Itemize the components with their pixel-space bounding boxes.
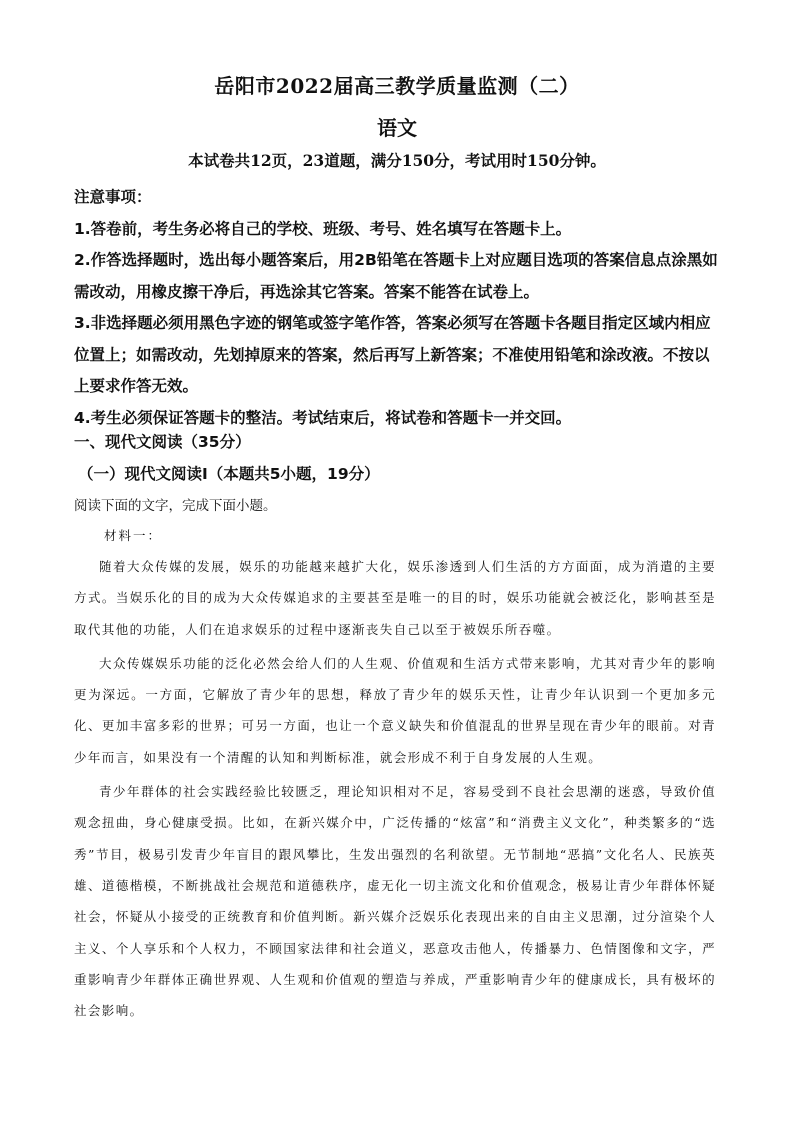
- notes-heading: 注意事项：: [74, 188, 152, 206]
- article-paragraph: 随着大众传媒的发展，娱乐的功能越来越扩大化，娱乐渗透到人们生活的方方面面，成为消遣的主要方式。当娱乐化的目的成为大众传媒追求的主要甚至是唯一的目的时，娱乐功能就会被泛化，影响甚至是取代其他的功能，人们在追求娱乐的过程中逐渐丧失自己以至于被娱乐所吞噬。: [74, 559, 716, 637]
- notes-section: [74, 182, 724, 434]
- reading-instruction: 阅读下面的文字，完成下面小题。: [74, 498, 277, 514]
- exam-title: 岳阳市2022届高三教学质量监测（二）: [214, 74, 580, 98]
- section-heading-part1: 一、现代文阅读（35分）: [74, 433, 251, 451]
- article-paragraph: 大众传媒娱乐功能的泛化必然会给人们的人生观、价值观和生活方式带来影响，尤其对青少年的影响更为深远。一方面，它解放了青少年的思想，释放了青少年的娱乐天性，让青少年认识到一个更加多元化、更加丰富多彩的世界；可另一方面，也让一个意义缺失和价值混乱的世界呈现在青少年的眼前。对青少年而言，如果没有一个清醒的认知和判断标准，就会形成不利于自身发展的人生观。: [74, 655, 716, 765]
- note-item-3: 3.非选择题必须用黑色字迹的钢笔或签字笔作答，答案必须写在答题卡各题目指定区域内相应位置上；如需改动，先划掉原来的答案，然后再写上新答案；不准使用铅笔和涂改液。不按以上要求作答无效。: [74, 314, 711, 395]
- note-item-1: 1.答卷前，考生务必将自己的学校、班级、考号、姓名填写在答题卡上。: [74, 219, 572, 238]
- material-article: [74, 551, 716, 1029]
- exam-info: 本试卷共12页，23道题，满分150分，考试用时150分钟。: [188, 151, 606, 170]
- note-item-4: 4.考生必须保证答题卡的整洁。考试结束后，将试卷和答题卡一并交回。: [74, 408, 572, 427]
- section-heading-part1-sub1: （一）现代文阅读Ⅰ（本题共5小题，19分）: [78, 465, 380, 483]
- subject-title: 语文: [377, 116, 417, 140]
- note-item-2: 2.作答选择题时，选出每小题答案后，用2B铅笔在答题卡上对应题目选项的答案信息点涂黑如需改动，用橡皮擦干净后，再选涂其它答案。答案不能答在试卷上。: [74, 251, 718, 301]
- article-paragraph: 青少年群体的社会实践经验比较匮乏，理论知识相对不足，容易受到不良社会思潮的迷惑，导致价值观念扭曲，身心健康受损。比如，在新兴媒介中，广泛传播的“炫富”和“消费主义文化”，种类繁多的“选秀”节目，极易引发青少年盲目的跟风攀比，生发出强烈的名利欲望。无节制地“恶搞”文化名人、民族英雄、道德楷模，不断挑战社会规范和道德秩序，虚无化一切主流文化和价值观念，极易让青少年群体怀疑社会，怀疑从小接受的正统教育和价值判断。新兴媒介泛娱乐化表现出来的自由主义思潮，过分渲染个人主义、个人享乐和个人权力，不顾国家法律和社会道义，恶意攻击他人，传播暴力、色情图像和文字，严重影响青少年群体正确世界观、人生观和价值观的塑造与养成，严重影响青少年的健康成长，具有极坏的社会影响。: [74, 784, 716, 1019]
- material-label: 材料一：: [104, 528, 163, 543]
